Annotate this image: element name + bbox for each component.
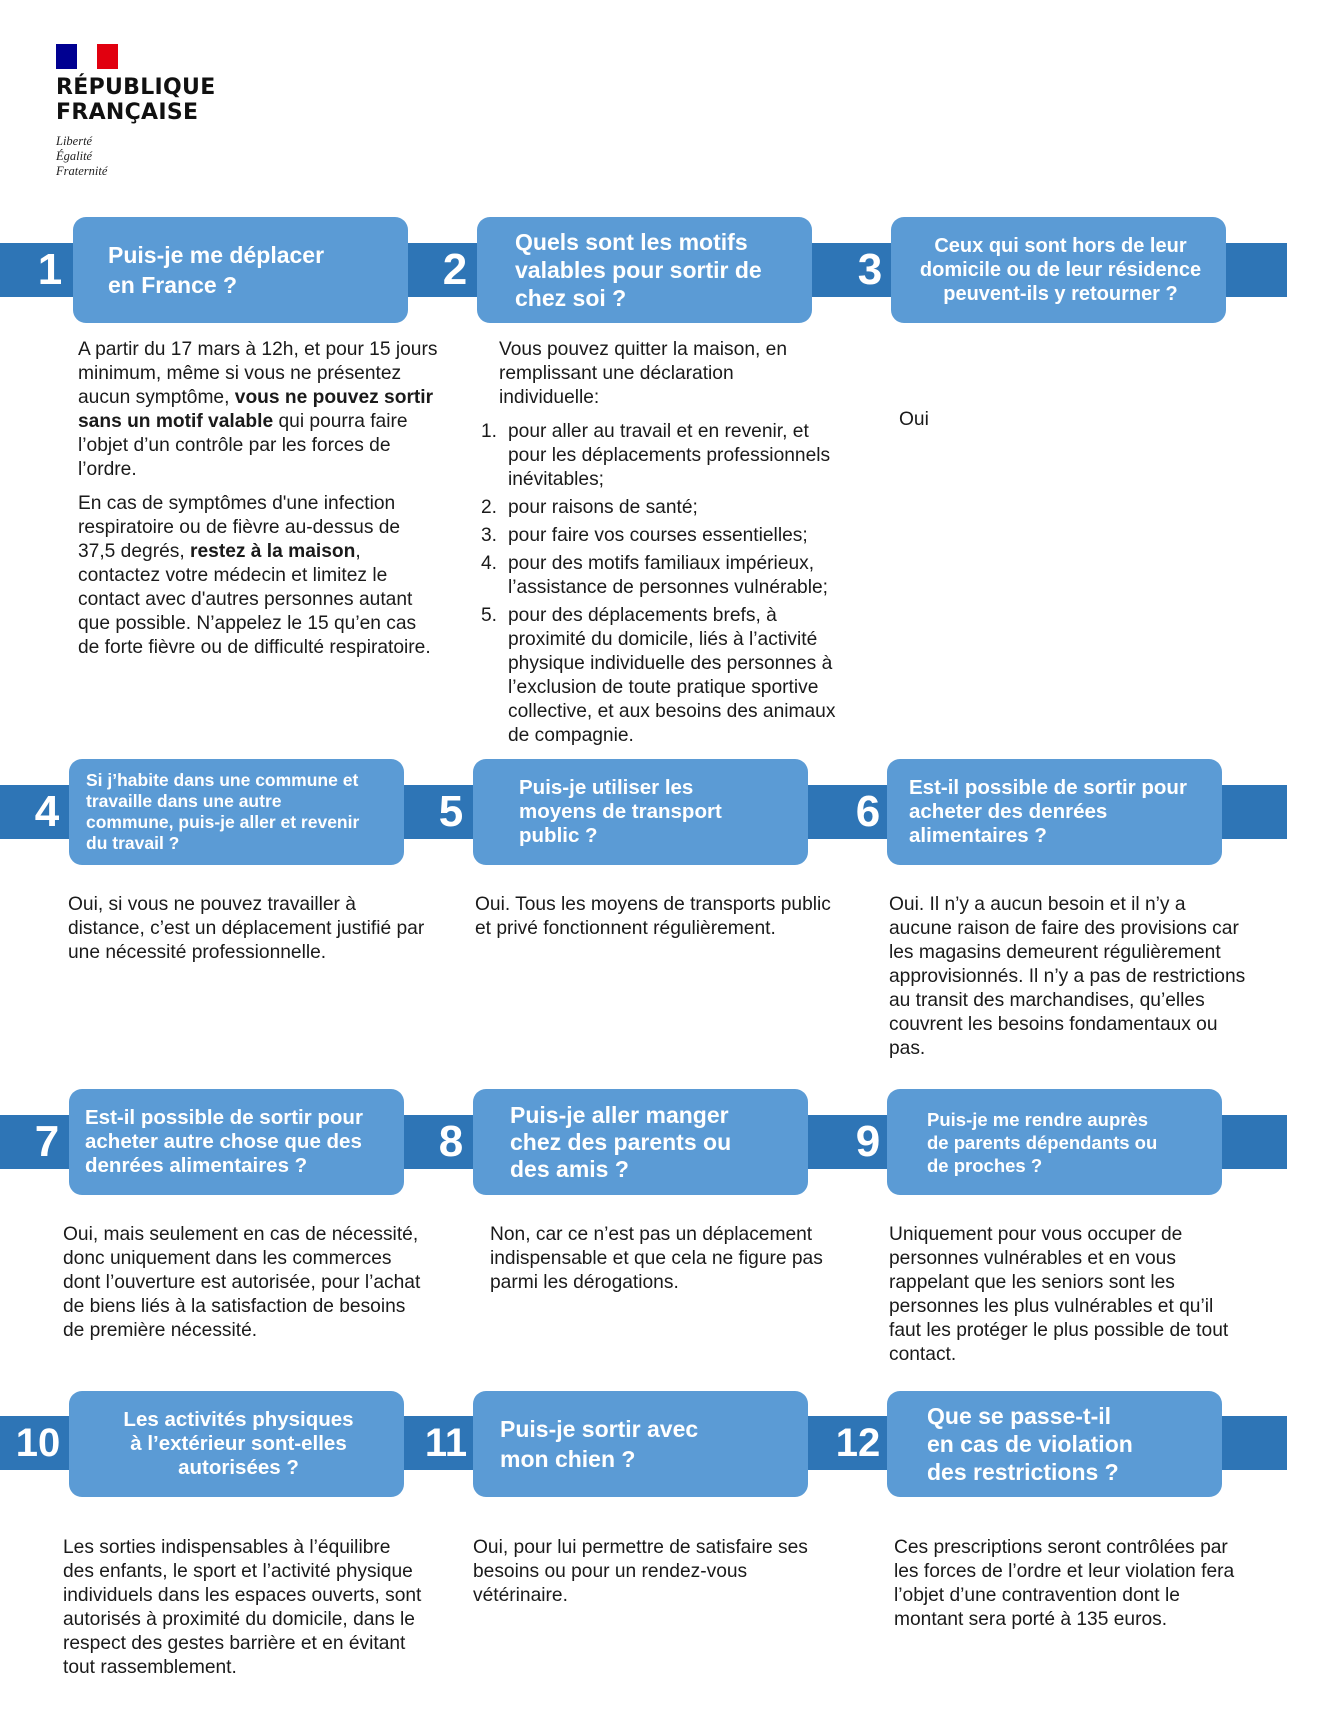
reason-number: 2. (481, 497, 498, 518)
reason-number: 4. (481, 553, 498, 574)
motto-liberte: Liberté (56, 134, 93, 148)
answer-text (475, 893, 835, 951)
reason-item (481, 604, 839, 748)
card-number: 2 (442, 245, 468, 294)
card-number: 10 (15, 1421, 61, 1465)
answer-text (889, 893, 1249, 1071)
question-title: Si j’habite dans une commune et travaille dans une autre commune, puis-je aller et revenir du travail ? (86, 770, 360, 853)
reason-number: 3. (481, 525, 498, 546)
question-box (891, 217, 1226, 323)
answer-paragraph (63, 1536, 423, 1680)
emphasis-text: restez à la maison (190, 541, 356, 562)
question-box (887, 1391, 1222, 1497)
question-title: Puis-je sortir avec mon chien ? (500, 1416, 699, 1472)
flag-stripe-white (77, 44, 98, 69)
question-box (473, 1391, 808, 1497)
card-number: 1 (37, 245, 63, 294)
motto (56, 134, 236, 179)
question-title: Les activités physiques à l’extérieur sont-elles autorisées ? (123, 1408, 354, 1479)
question-title: Ceux qui sont hors de leur domicile ou de leur résidence peuvent-ils y retourner ? (919, 235, 1202, 305)
answer-paragraph (78, 338, 438, 482)
answer-span: , contactez votre médecin et limitez le contact avec d'autres personnes autant que possible. N’appelez le 15 qu’en cas de forte fièvre ou de difficulté respiratoire. (78, 541, 431, 658)
answer-span: Oui, si vous ne pouvez travailler à distance, c’est un déplacement justifié par une nécessité professionnelle. (68, 894, 425, 963)
question-title: Est-il possible de sortir pour acheter des denrées alimentaires ? (909, 776, 1187, 847)
question-box (473, 1089, 808, 1195)
reasons-list (481, 420, 839, 748)
question-title: Puis-je aller manger chez des parents ou des amis ? (510, 1101, 732, 1182)
motto-fraternite: Fraternité (56, 164, 108, 178)
answer-text (68, 893, 428, 975)
answer-span: Oui, mais seulement en cas de nécessité, donc uniquement dans les commerces dont l’ouverture est autorisée, pour l’achat de biens liés à la satisfaction de besoins de première nécessité. (63, 1224, 421, 1341)
reason-item (481, 496, 839, 520)
motto-egalite: Égalité (56, 149, 93, 163)
reason-text: pour aller au travail et en revenir, et pour les déplacements professionnels inévitables; (508, 421, 831, 490)
reason-text: pour raisons de santé; (508, 497, 698, 518)
question-box (473, 759, 808, 865)
question-box (887, 759, 1222, 865)
answer-paragraph (899, 408, 1259, 432)
card-number: 4 (34, 787, 60, 836)
question-title: Puis-je utiliser les moyens de transport public ? (519, 776, 722, 847)
card-number: 9 (855, 1117, 881, 1166)
answer-span: qui pourra faire l’objet d’un contrôle par les forces de l’ordre. (78, 411, 408, 480)
reason-text: pour des motifs familiaux impérieux, l’assistance de personnes vulnérable; (508, 553, 828, 598)
answer-paragraph (499, 338, 839, 410)
question-title: Puis-je me rendre auprès de parents dépendants ou de proches ? (927, 1108, 1158, 1176)
answer-paragraph (63, 1223, 423, 1343)
answer-span: Vous pouvez quitter la maison, en remplissant une déclaration individuelle: (499, 339, 787, 408)
answer-paragraph (68, 893, 428, 965)
answer-span: Les sorties indispensables à l’équilibre des enfants, le sport et l’activité physique individuels dans les espaces ouverts, sont autorisés à proximité du domicile, dans le respect des gestes barrière et en évitant tout rassemblement. (63, 1537, 422, 1678)
reason-item (481, 524, 839, 548)
flag-stripe-red (97, 44, 118, 69)
card-number: 5 (438, 787, 464, 836)
answer-span: A partir du 17 mars à 12h, et pour 15 jours minimum, même si vous ne présentez aucun symptôme, (78, 339, 438, 408)
answer-paragraph (490, 1223, 850, 1295)
question-box (73, 217, 408, 323)
brand-line-1: RÉPUBLIQUE (56, 75, 216, 100)
card-number: 8 (438, 1117, 464, 1166)
answer-text (889, 1223, 1249, 1377)
answer-text (481, 338, 839, 752)
brand-line-2: FRANÇAISE (56, 100, 199, 125)
card-number: 6 (855, 787, 881, 836)
answer-paragraph (473, 1536, 833, 1608)
reason-number: 1. (481, 421, 498, 442)
answer-paragraph (475, 893, 835, 941)
question-title: Que se passe-t-il en cas de violation des restrictions ? (927, 1403, 1133, 1485)
answer-span: Ces prescriptions seront contrôlées par les forces de l’ordre et leur violation fera l’objet d’une contravention dont le montant sera porté à 135 euros. (894, 1537, 1235, 1630)
question-box (69, 1089, 404, 1195)
answer-paragraph (78, 492, 438, 660)
answer-text (490, 1223, 850, 1305)
reason-text: pour des déplacements brefs, à proximité du domicile, liés à l’activité physique individuelle des personnes à l’exclusion de toute pratique sportive collective, et aux besoins des animaux de compagnie. (508, 605, 836, 746)
answer-span: Non, car ce n’est pas un déplacement indispensable et que cela ne figure pas parmi les dérogations. (490, 1224, 823, 1293)
reason-item (481, 420, 839, 492)
answer-paragraph (894, 1536, 1254, 1632)
answer-paragraph (889, 1223, 1249, 1367)
answer-text (63, 1536, 423, 1690)
reason-item (481, 552, 839, 600)
answer-text (899, 408, 1259, 442)
flag-stripe-blue (56, 44, 77, 69)
answer-paragraph (889, 893, 1249, 1061)
question-box (69, 759, 404, 865)
answer-text (63, 1223, 423, 1353)
answer-span: Oui (899, 409, 929, 430)
card-number: 12 (835, 1421, 881, 1465)
question-box (477, 217, 812, 323)
answer-text (894, 1536, 1254, 1642)
reason-number: 5. (481, 605, 498, 626)
emphasis-text: vous ne pouvez sortir sans un motif valable (78, 387, 434, 432)
republique-francaise-logo (56, 44, 236, 179)
answer-span: Oui, pour lui permettre de satisfaire ses besoins ou pour un rendez-vous vétérinaire. (473, 1537, 808, 1606)
answer-text (473, 1536, 833, 1618)
answer-span: Oui. Il n’y a aucun besoin et il n’y a aucune raison de faire des provisions car les magasins demeurent régulièrement approvisionnés. Il n’y a pas de restrictions au transit des marchandises, qu’elles couvrent les besoins fondamentaux ou pas. (889, 894, 1246, 1059)
question-title: Quels sont les motifs valables pour sortir de chez soi ? (515, 229, 762, 311)
card-number: 11 (424, 1421, 468, 1465)
answer-span: Uniquement pour vous occuper de personnes vulnérables et en vous rappelant que les seniors sont les personnes les plus vulnérables et qu’il faut les protéger le plus possible de tout contact. (889, 1224, 1229, 1365)
card-number: 7 (34, 1117, 60, 1166)
answer-text (78, 338, 438, 670)
question-title: Puis-je me déplacer en France ? (108, 242, 325, 298)
french-flag-icon (56, 44, 118, 69)
card-number: 3 (857, 245, 883, 294)
answer-span: En cas de symptômes d'une infection respiratoire ou de fièvre au-dessus de 37,5 degrés, (78, 493, 401, 562)
reason-text: pour faire vos courses essentielles; (508, 525, 808, 546)
answer-span: Oui. Tous les moyens de transports public et privé fonctionnent régulièrement. (475, 894, 831, 939)
question-box (887, 1089, 1222, 1195)
question-box (69, 1391, 404, 1497)
question-title: Est-il possible de sortir pour acheter autre chose que des denrées alimentaires ? (85, 1106, 363, 1177)
